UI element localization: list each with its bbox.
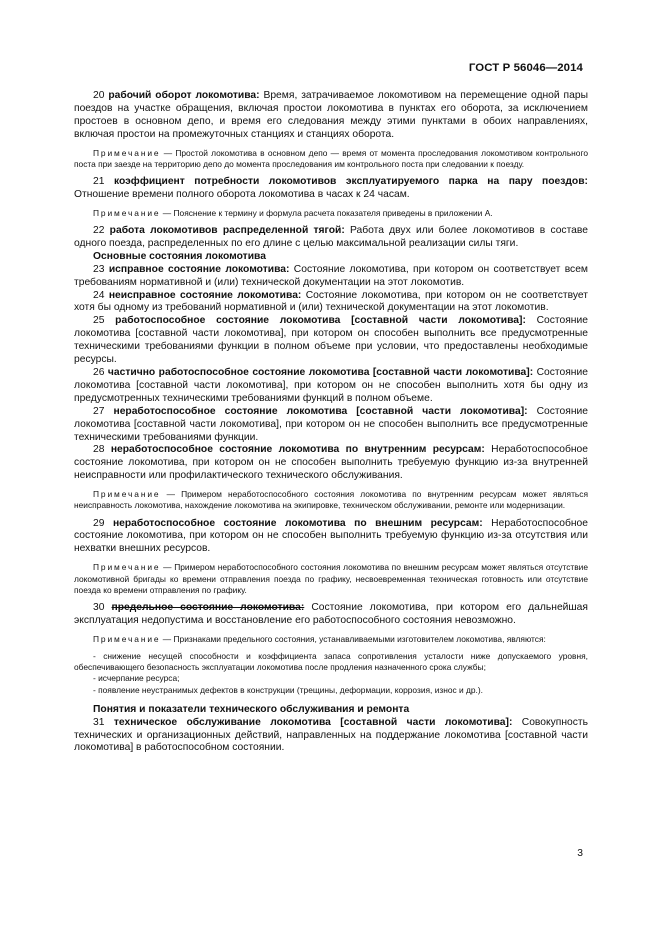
note-21: Примечание — Пояснение к термину и формула расчета показателя приведены в приложении А. bbox=[93, 207, 493, 218]
entry-29: 29 неработоспособное состояние локомотива по внешним ресурсам: Неработоспособное состояние локомотива, при котором он не способен выполнить требуемую функцию из-за отсутствия или нехватки внешних ресурсов. bbox=[74, 517, 588, 555]
term: работа локомотивов распределенной тягой: bbox=[109, 225, 345, 237]
section-heading-maintenance: Понятия и показатели технического обслуживания и ремонта bbox=[93, 703, 410, 715]
document-header: ГОСТ Р 56046—2014 bbox=[468, 62, 583, 74]
term: неработоспособное состояние локомотива по внутренним ресурсам: bbox=[110, 444, 485, 456]
page-number: 3 bbox=[577, 848, 583, 859]
section-heading-states: Основные состояния локомотива bbox=[93, 250, 266, 262]
entry-31: 31 техническое обслуживание локомотива [составной части локомотива]: Совокупность технических и организационных действий, направленных на поддержание локомотива [составной части локомотива] в работоспособном состоянии. bbox=[74, 716, 588, 754]
note-29: Примечание — Примером неработоспособного состояния локомотива по внешним ресурсам может являться отсутствие локомотивной бригады ко времени отправления поезда по графику, несвоевременная техническая готовность или отсутствие поезда ко времени отправления по графику. bbox=[74, 562, 589, 595]
entry-30: 30 предельное состояние локомотива: Состояние локомотива, при котором его дальнейшая эксплуатация недопустима и восстановление его работоспособного состояния невозможно. bbox=[74, 601, 588, 626]
term: предельное состояние локомотива: bbox=[111, 601, 305, 613]
term: неработоспособное состояние локомотива по внешним ресурсам: bbox=[112, 517, 483, 529]
term: коэффициент потребности локомотивов эксплуатируемого парка на пару поездов: bbox=[113, 176, 588, 188]
list-item: - исчерпание ресурса; bbox=[93, 673, 180, 684]
note-label: Примечание bbox=[93, 562, 161, 573]
entry-27: 27 неработоспособное состояние локомотива [составной части локомотива]: Состояние локомотива [составной части локомотива], при котором он не способен выполнить все предусмотренные техническими требованиями функции. bbox=[74, 405, 588, 443]
term: работоспособное состояние локомотива [составной части локомотива]: bbox=[115, 315, 526, 327]
term: исправное состояние локомотива: bbox=[108, 263, 290, 275]
list-item: - появление неустранимых дефектов в конструкции (трещины, деформации, коррозия, износ и др.). bbox=[93, 684, 484, 695]
term: рабочий оборот локомотива: bbox=[108, 90, 260, 101]
entry-26: 26 частично работоспособное состояние локомотива [составной части локомотива]: Состояние локомотива [составной части локомотива], при котором он не способен выполнить хотя бы одну из предусмотренных техническими требованиями функций в полном объеме. bbox=[74, 367, 588, 404]
entry-22: 22 работа локомотивов распределенной тягой: Работа двух или более локомотивов в составе одного поезда, распределенных по его длине с целью максимальной реализации силы тяги. bbox=[74, 225, 588, 249]
list-item: - снижение несущей способности и коэффициента запаса сопротивления усталости ниже допускаемого уровня, обеспечивающего безопасность эксплуатации локомотива после продления назначенного срока службы; bbox=[74, 650, 588, 673]
note-label: Примечание bbox=[93, 147, 161, 158]
term: неисправное состояние локомотива: bbox=[108, 289, 302, 301]
term: неработоспособное состояние локомотива [составной части локомотива]: bbox=[113, 405, 528, 417]
note-20: Примечание — Простой локомотива в основном депо — время от момента проследования локомотивом контрольного поста при заезде на территорию депо до момента проследования им контрольного поста при следовании к поезду. bbox=[74, 147, 588, 169]
entry-24: 24 неисправное состояние локомотива: Состояние локомотива, при котором он не соответствует хотя бы одному из требований нормативной и (или) технической документации на этот локомотив. bbox=[74, 289, 588, 314]
entry-25: 25 работоспособное состояние локомотива [составной части локомотива]: Состояние локомотива [составной части локомотива], при котором он способен выполнить все предусмотренные техническими требованиями функции в полном объеме при условии, что предоставлены необходимые ресурсы. bbox=[74, 315, 588, 366]
term: техническое обслуживание локомотива [составной части локомотива]: bbox=[113, 716, 513, 728]
entry-23: 23 исправное состояние локомотива: Состояние локомотива, при котором он соответствует всем требованиям нормативной и (или) технической документации на этот локомотив. bbox=[74, 263, 588, 288]
note-label: Примечание bbox=[93, 207, 161, 218]
document-body bbox=[74, 90, 588, 755]
term: частично работоспособное состояние локомотива [составной части локомотива]: bbox=[107, 367, 534, 379]
entry-28: 28 неработоспособное состояние локомотива по внутренним ресурсам: Неработоспособное состояние локомотива, при котором он не способен выполнить требуемую функцию из-за внутренней неисправности или профилактического технического обслуживания. bbox=[74, 444, 588, 482]
entry-20: 20 рабочий оборот локомотива: Время, затрачиваемое локомотивом на перемещение одной пары поездов на участке обращения, включая простои локомотива в пунктах его оборота, за исключением простоев в основном депо, и время его следования между этими пунктами в обоих направлениях, включая простои на промежуточных станциях и станциях оборота. bbox=[74, 90, 588, 140]
note-28: Примечание — Примером неработоспособного состояния локомотива по внутренним ресурсам может являться неисправность локомотива, нахождение локомотива на экипировке, техническом обслуживании, ремонте или модернизации. bbox=[74, 489, 589, 511]
note-30: Примечание — Признаками предельного состояния, устанавливаемыми изготовителем локомотива, являются: bbox=[93, 633, 546, 644]
entry-21: 21 коэффициент потребности локомотивов эксплуатируемого парка на пару поездов: Отношение времени полного оборота локомотива в часах к 24 часам. bbox=[74, 176, 588, 200]
note-label: Примечание bbox=[93, 633, 161, 644]
note-label: Примечание bbox=[93, 489, 161, 500]
